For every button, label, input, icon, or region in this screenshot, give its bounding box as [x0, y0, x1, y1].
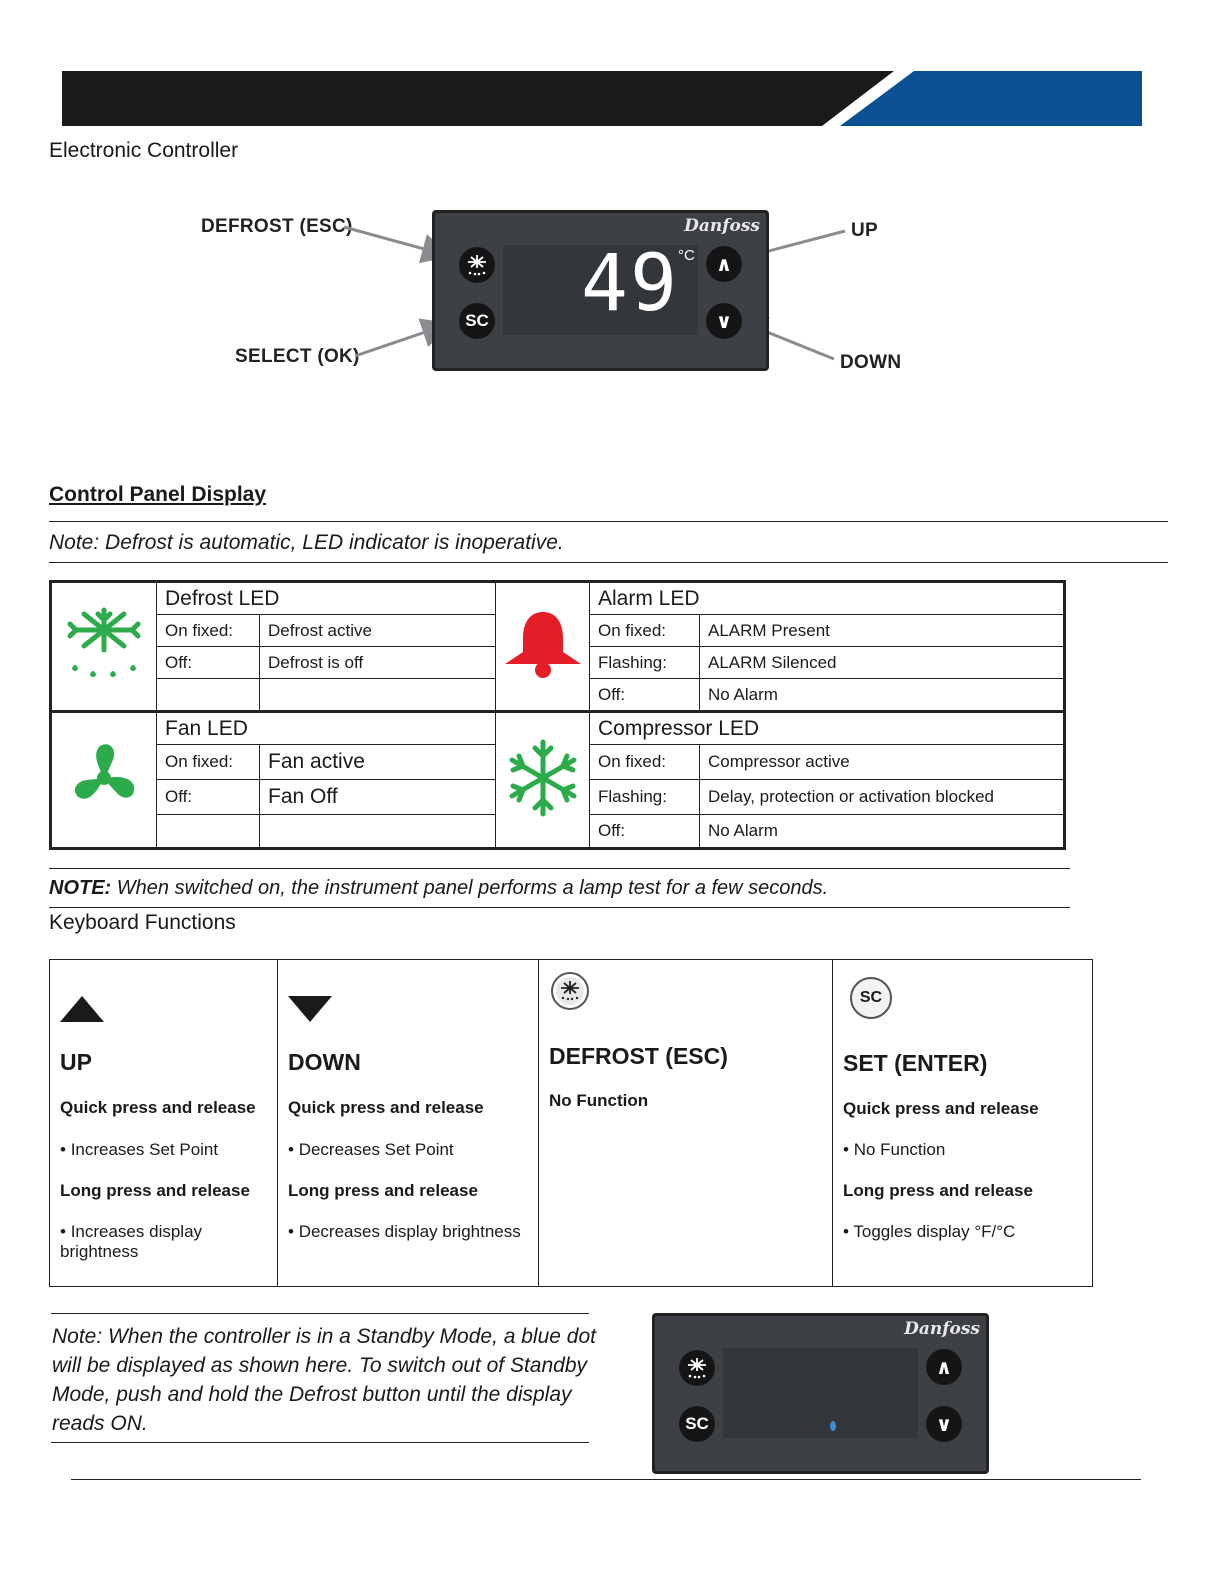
key-name-defrost: DEFROST (ESC) — [549, 1043, 728, 1069]
alarm-led-state: Off: — [590, 679, 700, 712]
standby-note: Note: When the controller is in a Standby Mode, a blue dot will be displayed as shown here. To switch out of Standby Mode, push and hold the Defrost button until the display reads ON. — [52, 1325, 596, 1435]
temperature-display: 49 — [581, 239, 679, 329]
down-button[interactable]: ∨ — [706, 303, 742, 339]
standby-screen — [723, 1348, 918, 1438]
controller-panel — [432, 210, 769, 371]
defrost-led-meaning: Defrost is off — [260, 647, 496, 679]
key-long-item-text: Decreases display brightness — [298, 1222, 521, 1241]
defrost-note: Note: Defrost is automatic, LED indicator is inoperative. — [49, 531, 564, 554]
divider — [49, 868, 1070, 869]
defrost-button[interactable] — [679, 1350, 715, 1386]
compressor-led-icon-cell — [496, 712, 590, 849]
key-name-up: UP — [60, 1049, 92, 1075]
up-button[interactable]: ∧ — [926, 1349, 962, 1385]
up-button[interactable]: ∧ — [706, 246, 742, 282]
fan-led-state: On fixed: — [157, 745, 260, 780]
fan-led-title: Fan LED — [157, 712, 496, 745]
key-long-label: Long press and release — [843, 1181, 1033, 1200]
set-icon: SC — [850, 977, 892, 1019]
fan-led-icon-cell — [51, 712, 157, 849]
key-quick-label: Quick press and release — [288, 1098, 484, 1117]
key-quick-label: Quick press and release — [60, 1098, 256, 1117]
alarm-led-title: Alarm LED — [590, 582, 1065, 615]
section-title-electronic-controller: Electronic Controller — [49, 139, 239, 162]
alarm-led-state: On fixed: — [590, 615, 700, 647]
key-cell-up — [50, 960, 278, 1287]
divider — [49, 521, 1168, 522]
down-button[interactable]: ∨ — [926, 1406, 962, 1442]
defrost-led-meaning: Defrost active — [260, 615, 496, 647]
defrost-icon — [684, 1355, 710, 1381]
empty-cell — [260, 815, 496, 849]
down-arrow-icon — [288, 996, 332, 1022]
alarm-led-state: Flashing: — [590, 647, 700, 679]
compressor-led-meaning: No Alarm — [700, 815, 1065, 849]
key-name-set: SET (ENTER) — [843, 1050, 988, 1076]
callout-up: UP — [851, 220, 878, 241]
key-long-item-text: Increases display brightness — [60, 1222, 203, 1261]
key-cell-down — [278, 960, 539, 1287]
key-quick-item-text: No Function — [853, 1140, 946, 1159]
brand-logo: Danfoss — [684, 216, 760, 236]
compressor-led-state: On fixed: — [590, 745, 700, 780]
note-prefix: NOTE: — [49, 877, 112, 899]
up-arrow-icon — [60, 996, 104, 1022]
compressor-led-meaning: Delay, protection or activation blocked — [700, 780, 1065, 815]
standby-controller-panel — [652, 1313, 989, 1474]
brand-logo: Danfoss — [904, 1319, 980, 1339]
key-cell-set — [833, 960, 1093, 1287]
callout-defrost: DEFROST (ESC) — [201, 216, 353, 237]
compressor-led-meaning: Compressor active — [700, 745, 1065, 780]
key-long-item-text: Toggles display °F/°C — [853, 1222, 1016, 1241]
standby-dot — [830, 1421, 836, 1431]
defrost-led-title: Defrost LED — [157, 582, 496, 615]
key-quick-label: Quick press and release — [843, 1099, 1039, 1118]
footer-divider — [71, 1479, 1141, 1480]
key-long-item: • Toggles display °F/°C — [843, 1222, 1016, 1241]
defrost-led-state: On fixed: — [157, 615, 260, 647]
led-table — [49, 580, 1066, 850]
section-title-control-panel: Control Panel Display — [49, 483, 267, 506]
alarm-led-meaning: ALARM Silenced — [700, 647, 1065, 679]
callout-down: DOWN — [840, 352, 902, 373]
key-quick-item: • No Function — [843, 1140, 946, 1159]
fan-led-meaning: Fan active — [260, 745, 496, 780]
key-long-item: • Increases display brightness — [60, 1222, 203, 1261]
fan-led-meaning: Fan Off — [260, 780, 496, 815]
compressor-led-state: Off: — [590, 815, 700, 849]
key-long-item: • Decreases display brightness — [288, 1222, 521, 1241]
fan-led-state: Off: — [157, 780, 260, 815]
unit-label: °C — [678, 247, 695, 264]
alarm-led-meaning: ALARM Present — [700, 615, 1065, 647]
key-long-label: Long press and release — [60, 1181, 250, 1200]
defrost-led-state: Off: — [157, 647, 260, 679]
empty-cell — [260, 679, 496, 712]
key-quick-item: • Decreases Set Point — [288, 1140, 454, 1159]
note-text: When switched on, the instrument panel performs a lamp test for a few seconds. — [111, 877, 829, 899]
divider — [51, 1442, 589, 1443]
defrost-icon — [62, 602, 146, 686]
alarm-led-meaning: No Alarm — [700, 679, 1065, 712]
key-quick-item: • Increases Set Point — [60, 1140, 219, 1159]
select-button[interactable]: SC — [679, 1406, 715, 1442]
key-cell-defrost — [539, 960, 833, 1287]
compressor-led-state: Flashing: — [590, 780, 700, 815]
key-long-label: Long press and release — [288, 1181, 478, 1200]
divider — [49, 562, 1168, 563]
section-title-keyboard: Keyboard Functions — [49, 911, 236, 934]
divider — [51, 1313, 589, 1314]
empty-cell — [157, 679, 260, 712]
lamp-test-note — [49, 877, 828, 900]
keyboard-table — [49, 959, 1093, 1287]
alarm-led-icon-cell — [496, 582, 590, 712]
snowflake-icon — [503, 736, 583, 820]
compressor-led-title: Compressor LED — [590, 712, 1065, 745]
defrost-button[interactable] — [459, 247, 495, 283]
bell-icon — [501, 608, 585, 680]
divider — [49, 907, 1070, 908]
callout-select: SELECT (OK) — [235, 346, 360, 367]
key-quick-item-text: Increases Set Point — [70, 1140, 219, 1159]
key-quick-item-text: Decreases Set Point — [298, 1140, 454, 1159]
fan-icon — [62, 736, 146, 820]
defrost-icon — [550, 971, 590, 1011]
key-desc: No Function — [549, 1091, 649, 1110]
select-button[interactable]: SC — [459, 303, 495, 339]
empty-cell — [157, 815, 260, 849]
defrost-icon — [464, 252, 490, 278]
key-name-down: DOWN — [288, 1049, 361, 1075]
defrost-led-icon-cell — [51, 582, 157, 712]
